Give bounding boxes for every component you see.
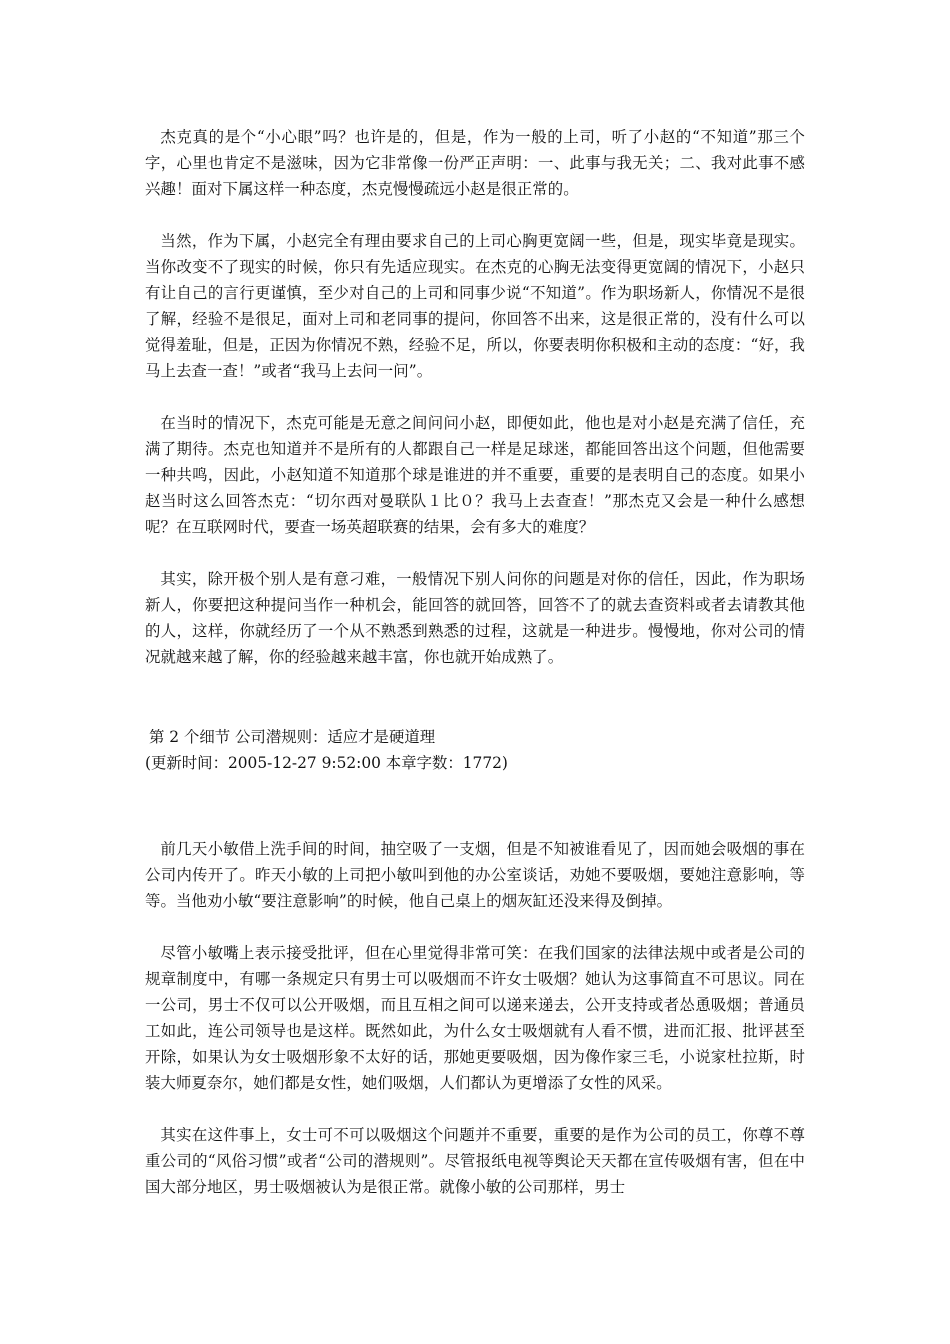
paragraph: 其实，除开极个别人是有意刁难，一般情况下别人问你的问题是对你的信任，因此，作为职场新人，你要把这种提问当作一种机会，能回答的就回答，回答不了的就去查资料或者去请教其他的人，这样，你就经历了一个从不熟悉到熟悉的过程，这就是一种进步。慢慢地，你对公司的情况就越来越了解，你的经验越来越丰富，你也就开始成熟了。 (145, 570, 805, 666)
paragraph: 其实在这件事上，女士可不可以吸烟这个问题并不重要，重要的是作为公司的员工，你尊不尊重公司的“风俗习惯”或者“公司的潜规则”。尽管报纸电视等舆论天天都在宣传吸烟有害，但在中国大部分地区，男士吸烟被认为是很正常。就像小敏的公司那样，男士 (145, 1126, 805, 1196)
paragraph: 尽管小敏嘴上表示接受批评，但在心里觉得非常可笑：在我们国家的法律法规中或者是公司的规章制度中，有哪一条规定只有男士可以吸烟而不许女士吸烟？她认为这事简直不可思议。同在一公司，男士不仅可以公开吸烟，而且互相之间可以递来递去，公开支持或者怂恿吸烟；普通员工如此，连公司领导也是这样。既然如此，为什么女士吸烟就有人看不惯，进而汇报、批评甚至开除，如果认为女士吸烟形象不太好的话，那她更要吸烟，因为像作家三毛，小说家杜拉斯，时装大师夏奈尔，她们都是女性，她们吸烟，人们都认为更增添了女性的风采。 (145, 944, 805, 1092)
paragraph: 当然，作为下属，小赵完全有理由要求自己的上司心胸更宽阔一些，但是，现实毕竟是现实。当你改变不了现实的时候，你只有先适应现实。在杰克的心胸无法变得更宽阔的情况下，小赵只有让自己的言行更谨慎，至少对自己的上司和同事少说“不知道”。作为职场新人，你情况不是很了解，经验不是很足，面对上司和老同事的提问，你回答不出来，这是很正常的，没有什么可以觉得羞耻，但是，正因为你情况不熟，经验不足，所以，你要表明你积极和主动的态度：“好，我马上去查一查！”或者“我马上去问一问”。 (145, 232, 805, 380)
document-page (145, 124, 805, 1200)
paragraph: 前几天小敏借上洗手间的时间，抽空吸了一支烟，但是不知被谁看见了，因而她会吸烟的事在公司内传开了。昨天小敏的上司把小敏叫到他的办公室谈话，劝她不要吸烟，要她注意影响，等等。当他劝小敏“要注意影响”的时候，他自己桌上的烟灰缸还没来得及倒掉。 (145, 840, 805, 910)
chapter-meta: (更新时间：2005-12-27 9:52:00 本章字数：1772) (145, 754, 508, 772)
chapter-heading: 第 2 个细节 公司潜规则：适应才是硬道理 (149, 728, 436, 746)
paragraph: 杰克真的是个“小心眼”吗？也许是的，但是，作为一般的上司，听了小赵的“不知道”那三个字，心里也肯定不是滋味，因为它非常像一份严正声明：一、此事与我无关；二、我对此事不感兴趣！面对下属这样一种态度，杰克慢慢疏远小赵是很正常的。 (145, 128, 805, 198)
paragraph: 在当时的情况下，杰克可能是无意之间问问小赵，即便如此，他也是对小赵是充满了信任，充满了期待。杰克也知道并不是所有的人都跟自己一样是足球迷，都能回答出这个问题，但他需要一种共鸣，因此，小赵知道不知道那个球是谁进的并不重要，重要的是表明自己的态度。如果小赵当时这么回答杰克：“切尔西对曼联队１比０？我马上去查查！”那杰克又会是一种什么感想呢？在互联网时代，要查一场英超联赛的结果，会有多大的难度？ (145, 414, 805, 536)
